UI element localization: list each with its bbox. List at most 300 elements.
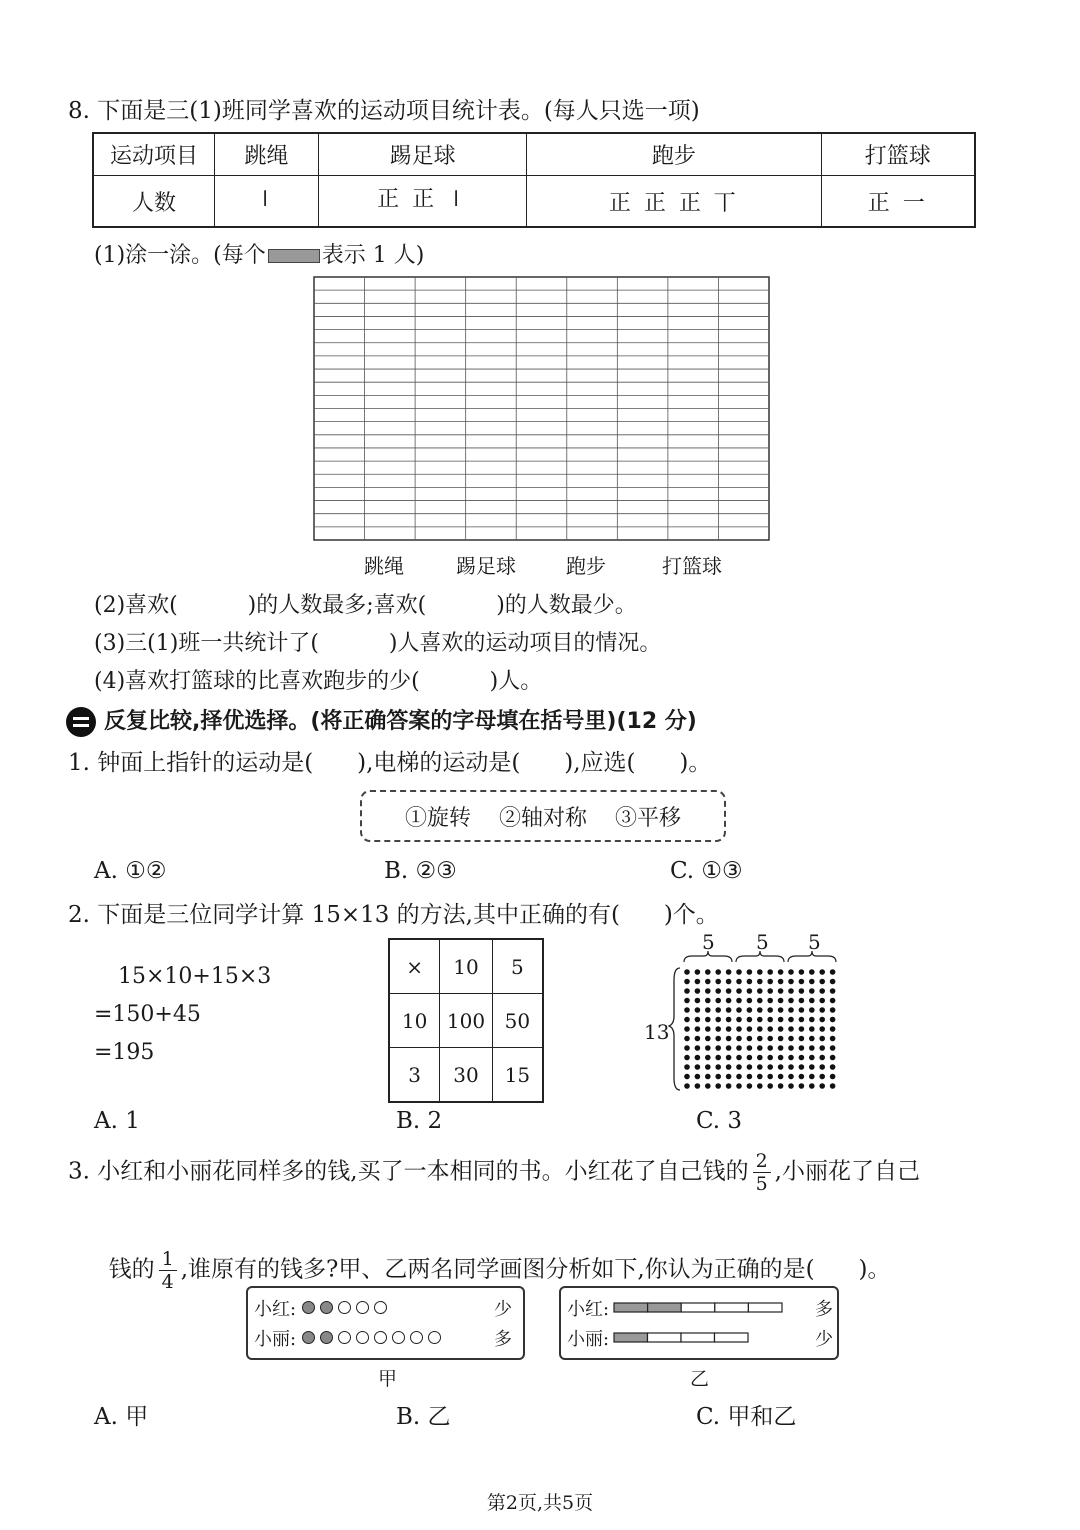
dot — [726, 1083, 732, 1089]
dot — [830, 1026, 836, 1032]
dot — [788, 979, 794, 985]
filled-circle-icon — [320, 1301, 333, 1314]
dot — [736, 1083, 742, 1089]
dot — [695, 1017, 701, 1023]
dot — [767, 1017, 773, 1023]
blank-segment — [748, 1303, 782, 1312]
dot — [809, 969, 815, 975]
diagram-yi-caption: 乙 — [690, 1368, 710, 1390]
dot — [778, 1055, 784, 1061]
dot — [684, 1045, 690, 1051]
dot — [684, 1055, 690, 1061]
dot — [819, 1017, 825, 1023]
dot — [736, 1074, 742, 1080]
dot — [830, 1083, 836, 1089]
grid-label-paobu: 跑步 — [566, 554, 606, 578]
empty-circle-icon — [392, 1331, 405, 1344]
row-label: 小红: — [254, 1299, 297, 1320]
dot — [705, 979, 711, 985]
dot — [788, 998, 794, 1004]
table-cell: 30 — [440, 1048, 493, 1103]
dot — [695, 969, 701, 975]
q1-choice-box — [360, 790, 726, 842]
blank-segment — [648, 1333, 682, 1342]
dot — [736, 1045, 742, 1051]
dot — [736, 1064, 742, 1070]
q2-text: 2. 下面是三位同学计算 15×13 的方法,其中正确的有( )个。 — [68, 902, 719, 928]
dot — [819, 1045, 825, 1051]
top-brace-icon — [788, 951, 836, 962]
dot — [788, 1064, 794, 1070]
dot — [809, 1074, 815, 1080]
dot — [788, 1036, 794, 1042]
dot — [726, 1026, 732, 1032]
q8-part4: (4)喜欢打篮球的比喜欢跑步的少( )人。 — [94, 669, 543, 694]
dot — [705, 1007, 711, 1013]
q1-option-b[interactable]: B. ②③ — [384, 858, 457, 884]
method-a-line: =195 — [94, 1040, 155, 1065]
dot — [695, 1045, 701, 1051]
dot — [757, 1007, 763, 1013]
dot — [726, 1045, 732, 1051]
dot — [809, 1017, 815, 1023]
dot — [778, 1036, 784, 1042]
dot — [747, 1074, 753, 1080]
dot — [788, 969, 794, 975]
shaded-segment — [614, 1303, 648, 1312]
dot — [715, 1064, 721, 1070]
dot — [799, 1007, 805, 1013]
table-row — [389, 994, 543, 1048]
dot — [726, 1017, 732, 1023]
dot — [778, 1064, 784, 1070]
dot — [767, 1083, 773, 1089]
table-cell: × — [389, 939, 440, 994]
top-brace-icon — [736, 951, 784, 962]
grid-label-lanqiu: 打篮球 — [662, 554, 722, 578]
choice-axis-symmetry: ②轴对称 — [498, 805, 587, 831]
dot — [819, 969, 825, 975]
dot — [757, 988, 763, 994]
dot — [788, 1007, 794, 1013]
shaded-segment — [648, 1303, 682, 1312]
fraction-denominator: 4 — [161, 1271, 174, 1293]
dot — [809, 1055, 815, 1061]
dot — [715, 1017, 721, 1023]
segment-bar — [613, 1301, 785, 1315]
circle-group — [302, 1328, 446, 1349]
section-number-two-icon — [66, 707, 96, 737]
dot — [799, 1026, 805, 1032]
dot — [695, 1055, 701, 1061]
shaded-cell-legend-icon — [268, 249, 320, 263]
tally-cell: 正 一 — [821, 176, 975, 227]
dot — [726, 969, 732, 975]
circle-group — [302, 1298, 392, 1319]
section-2-heading — [66, 704, 697, 737]
table-row — [389, 1048, 543, 1103]
dot — [830, 988, 836, 994]
blank-segment — [681, 1333, 715, 1342]
dot — [684, 988, 690, 994]
dot — [819, 1083, 825, 1089]
empty-circle-icon — [356, 1301, 369, 1314]
dot — [715, 998, 721, 1004]
table-cell: 5 — [492, 939, 543, 994]
q3-line2-text: 钱的 — [108, 1256, 155, 1283]
q2-option-b[interactable]: B. 2 — [396, 1108, 443, 1134]
dot — [809, 1083, 815, 1089]
dot — [747, 1055, 753, 1061]
fraction-denominator: 5 — [755, 1173, 768, 1195]
dot — [684, 1017, 690, 1023]
dot — [788, 1017, 794, 1023]
dot — [799, 1055, 805, 1061]
dot — [736, 998, 742, 1004]
filled-circle-icon — [302, 1301, 315, 1314]
dot — [819, 1064, 825, 1070]
dot — [695, 998, 701, 1004]
q3-option-a[interactable]: A. 甲 — [94, 1404, 149, 1430]
page-footer: 第2页,共5页 — [486, 1492, 594, 1514]
dot — [830, 1036, 836, 1042]
dot — [715, 1074, 721, 1080]
dot — [809, 1045, 815, 1051]
table-cell: 50 — [492, 994, 543, 1048]
q2-option-c[interactable]: C. 3 — [696, 1108, 743, 1134]
q3-line1-text: 3. 小红和小丽花同样多的钱,买了一本相同的书。小红花了自己钱的 — [68, 1158, 749, 1185]
q8-part1 — [94, 238, 424, 269]
diagram-jia-caption: 甲 — [378, 1368, 398, 1390]
dot — [695, 1083, 701, 1089]
diagram-jia — [246, 1286, 525, 1360]
table-row — [93, 176, 975, 227]
q1-text: 1. 钟面上指针的运动是( ),电梯的运动是( ),应选( )。 — [68, 750, 712, 776]
dot — [799, 979, 805, 985]
dot — [747, 1045, 753, 1051]
fraction-numerator: 2 — [753, 1150, 771, 1173]
empty-circle-icon — [338, 1301, 351, 1314]
dot — [705, 1074, 711, 1080]
dot — [715, 988, 721, 994]
dot — [747, 1064, 753, 1070]
dot — [788, 988, 794, 994]
empty-circle-icon — [428, 1331, 441, 1344]
dot — [736, 1036, 742, 1042]
diagram-jia-row-xiaohong — [254, 1296, 512, 1320]
dot — [747, 1017, 753, 1023]
dot — [809, 1036, 815, 1042]
dot — [726, 1036, 732, 1042]
row-label: 小丽: — [254, 1329, 297, 1350]
filled-circle-icon — [302, 1331, 315, 1344]
blank-segment — [715, 1333, 749, 1342]
dot — [757, 1036, 763, 1042]
table-cell: 10 — [389, 994, 440, 1048]
dot — [819, 1026, 825, 1032]
dot — [747, 1083, 753, 1089]
dot — [726, 1074, 732, 1080]
dot — [830, 998, 836, 1004]
dot — [799, 1017, 805, 1023]
dot — [684, 1083, 690, 1089]
dot — [695, 988, 701, 994]
row-note: 多 — [494, 1329, 512, 1350]
row-note: 少 — [815, 1329, 833, 1350]
empty-circle-icon — [374, 1301, 387, 1314]
choice-rotation: ①旋转 — [404, 805, 471, 831]
dot — [778, 1007, 784, 1013]
dot — [809, 979, 815, 985]
diagram-yi-row-xiaoli — [567, 1326, 833, 1350]
table-cell: 100 — [440, 994, 493, 1048]
dot — [809, 1026, 815, 1032]
dot-rows-label: 13 — [644, 1020, 670, 1044]
q3-line1-end: ,小丽花了自己 — [774, 1158, 920, 1185]
dot — [778, 998, 784, 1004]
q2-option-a[interactable]: A. 1 — [94, 1108, 140, 1134]
tally-cell: 正 正 正 丅 — [527, 176, 821, 227]
dot — [819, 998, 825, 1004]
dot — [819, 1007, 825, 1013]
grid-label-tiaosheng: 跳绳 — [364, 554, 404, 578]
dot — [684, 1026, 690, 1032]
dot — [799, 1083, 805, 1089]
dot — [799, 1045, 805, 1051]
dot — [830, 979, 836, 985]
shaded-segment — [614, 1333, 648, 1342]
dot — [684, 979, 690, 985]
dot — [788, 1055, 794, 1061]
dot — [767, 1026, 773, 1032]
dot — [757, 979, 763, 985]
dot — [684, 1007, 690, 1013]
dot — [695, 1074, 701, 1080]
dot — [809, 1007, 815, 1013]
dot — [695, 1007, 701, 1013]
row-label: 小红: — [567, 1299, 610, 1320]
empty-circle-icon — [338, 1331, 351, 1344]
table-header-cell: 跳绳 — [215, 133, 319, 176]
section-2-title: 反复比较,择优选择。(将正确答案的字母填在括号里)(12 分) — [104, 709, 697, 734]
grid-svg — [313, 276, 770, 541]
dot — [788, 1074, 794, 1080]
sports-stat-table — [92, 132, 976, 228]
grid-label-zuqiu: 踢足球 — [456, 554, 516, 578]
dot — [695, 1026, 701, 1032]
dot — [778, 1074, 784, 1080]
dot — [705, 969, 711, 975]
dot — [757, 1045, 763, 1051]
dot — [788, 1083, 794, 1089]
dot — [799, 1036, 805, 1042]
dot — [705, 1055, 711, 1061]
dot — [767, 1074, 773, 1080]
dot — [715, 1083, 721, 1089]
dot — [799, 969, 805, 975]
dot — [778, 969, 784, 975]
table-header-cell: 踢足球 — [319, 133, 527, 176]
top-brace-icon — [684, 951, 732, 962]
dot — [767, 1045, 773, 1051]
dot — [726, 1007, 732, 1013]
fraction-one-quarter — [159, 1248, 177, 1293]
dot — [767, 1064, 773, 1070]
dot — [819, 988, 825, 994]
dot — [767, 998, 773, 1004]
dot — [778, 1083, 784, 1089]
table-cell: 15 — [492, 1048, 543, 1103]
dot — [715, 979, 721, 985]
dot — [830, 969, 836, 975]
dot — [726, 1055, 732, 1061]
fraction-numerator: 1 — [159, 1248, 177, 1271]
dot-group-label: 5 — [756, 930, 769, 954]
dot — [757, 1083, 763, 1089]
dot — [705, 1083, 711, 1089]
dot — [747, 1026, 753, 1032]
dot — [736, 1055, 742, 1061]
dot — [778, 1017, 784, 1023]
dot — [757, 1064, 763, 1070]
method-a-line: 15×10+15×3 — [118, 964, 272, 989]
dot — [819, 1055, 825, 1061]
dot — [747, 979, 753, 985]
blank-segment — [715, 1303, 749, 1312]
table-cell: 3 — [389, 1048, 440, 1103]
empty-circle-icon — [374, 1331, 387, 1344]
table-header-cell: 打篮球 — [821, 133, 975, 176]
dot — [684, 969, 690, 975]
table-header-cell: 跑步 — [527, 133, 821, 176]
dot — [715, 1007, 721, 1013]
dot — [819, 1036, 825, 1042]
dot — [684, 1064, 690, 1070]
table-row — [389, 939, 543, 994]
dot — [726, 979, 732, 985]
dot — [788, 1045, 794, 1051]
dot — [778, 979, 784, 985]
dot — [757, 1026, 763, 1032]
dot — [684, 998, 690, 1004]
dot — [747, 969, 753, 975]
dot — [747, 998, 753, 1004]
table-row-label: 人数 — [93, 176, 215, 227]
q1-option-a[interactable]: A. ①② — [94, 858, 167, 884]
diagram-yi — [559, 1286, 839, 1360]
dot — [830, 1017, 836, 1023]
dot — [747, 988, 753, 994]
dot — [809, 1064, 815, 1070]
dot — [767, 1055, 773, 1061]
dot — [799, 1064, 805, 1070]
dot — [778, 1045, 784, 1051]
dot — [830, 1055, 836, 1061]
q3-line1 — [68, 1150, 920, 1195]
dot — [684, 1036, 690, 1042]
dot — [757, 969, 763, 975]
dot — [726, 988, 732, 994]
tally-cell: 正 正 𝍷 — [319, 176, 527, 227]
blank-segment — [681, 1303, 715, 1312]
dot — [726, 998, 732, 1004]
dot-group-label: 5 — [808, 930, 821, 954]
diagram-yi-row-xiaohong — [567, 1296, 833, 1320]
dot — [705, 998, 711, 1004]
q8-part2: (2)喜欢( )的人数最多;喜欢( )的人数最少。 — [94, 593, 637, 618]
dot — [736, 1026, 742, 1032]
dot — [799, 998, 805, 1004]
dot — [705, 1017, 711, 1023]
dot — [705, 988, 711, 994]
segment-bar — [613, 1331, 785, 1345]
dot — [736, 979, 742, 985]
dot — [830, 1064, 836, 1070]
dot — [767, 969, 773, 975]
dot — [705, 1026, 711, 1032]
row-label: 小丽: — [567, 1329, 610, 1350]
dot — [695, 1036, 701, 1042]
choice-translation: ③平移 — [615, 805, 682, 831]
dot — [819, 979, 825, 985]
dot — [705, 1045, 711, 1051]
dot — [695, 1064, 701, 1070]
table-header-row — [93, 133, 975, 176]
q3-option-b[interactable]: B. 乙 — [396, 1404, 451, 1430]
dot — [726, 1064, 732, 1070]
dot — [736, 969, 742, 975]
q3-line2 — [94, 1222, 890, 1293]
method-a-line: =150+45 — [94, 1002, 201, 1027]
dot — [767, 988, 773, 994]
q8-title: 8. 下面是三(1)班同学喜欢的运动项目统计表。(每人只选一项) — [68, 98, 700, 124]
multiplication-grid-table — [388, 938, 544, 1103]
dot — [757, 1055, 763, 1061]
dot — [809, 998, 815, 1004]
left-brace-icon — [669, 968, 680, 1090]
q8-part1-end: 表示 1 人) — [321, 243, 425, 268]
empty-circle-icon — [356, 1331, 369, 1344]
dot — [757, 1017, 763, 1023]
dot — [736, 988, 742, 994]
dot — [799, 988, 805, 994]
dot — [778, 988, 784, 994]
q8-part1-text: (1)涂一涂。(每个 — [94, 243, 266, 268]
dot-array — [668, 950, 848, 1100]
dot — [767, 979, 773, 985]
filled-circle-icon — [320, 1331, 333, 1344]
dot — [705, 1036, 711, 1042]
dot — [747, 1007, 753, 1013]
dot — [715, 1055, 721, 1061]
q3-option-c[interactable]: C. 甲和乙 — [696, 1404, 797, 1430]
dot — [715, 1026, 721, 1032]
row-note: 多 — [815, 1299, 833, 1320]
dot — [715, 1036, 721, 1042]
fill-in-bar-grid[interactable] — [313, 276, 770, 541]
dot — [715, 969, 721, 975]
dot — [830, 1007, 836, 1013]
q1-option-c[interactable]: C. ①③ — [670, 858, 743, 884]
dot — [767, 1036, 773, 1042]
dot — [695, 979, 701, 985]
dot — [736, 1007, 742, 1013]
dot — [778, 1026, 784, 1032]
q8-part3: (3)三(1)班一共统计了( )人喜欢的运动项目的情况。 — [94, 631, 662, 656]
row-note: 少 — [494, 1299, 512, 1320]
diagram-jia-row-xiaoli — [254, 1326, 512, 1350]
table-cell: 10 — [440, 939, 493, 994]
